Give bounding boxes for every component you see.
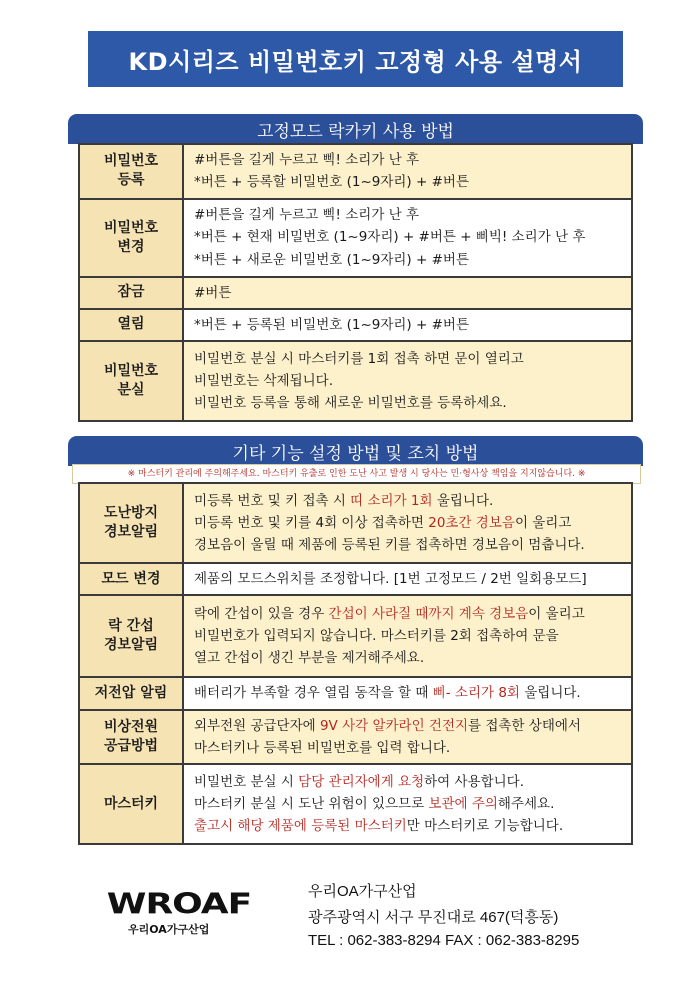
document-title: KD시리즈 비밀번호키 고정형 사용 설명서 xyxy=(88,31,623,87)
section2-header: 기타 기능 설정 방법 및 조치 방법 xyxy=(68,436,643,466)
highlight-text: 9V 사각 알카라인 건전지 xyxy=(319,717,469,734)
body-text: 열고 간섭이 생긴 부분을 제거해주세요. xyxy=(194,650,425,667)
section2-table xyxy=(78,482,633,845)
body-text: 락에 간섭이 있을 경우 xyxy=(194,605,329,622)
body-text: 미등록 번호 및 키를 4회 이상 접촉하면 xyxy=(194,514,429,531)
table-row xyxy=(79,483,632,563)
content-line xyxy=(194,568,621,590)
content-line xyxy=(194,793,621,815)
table-row xyxy=(79,341,632,421)
content-line xyxy=(194,512,621,534)
row-label: 마스터키 xyxy=(79,764,183,844)
row-content: 비밀번호 분실 시 마스터키를 1회 접촉 하면 문이 열리고 비밀번호는 삭제됩니다. 비밀번호 등록을 통해 새로운 비밀번호를 등록하세요. xyxy=(183,341,632,421)
body-text: 마스터키 분실 시 도난 위험이 있으므로 xyxy=(194,795,429,812)
highlight-text: 출고시 해당 제품에 등록된 마스터키 xyxy=(194,818,407,835)
highlight-text: 20초간 경보음 xyxy=(428,514,515,531)
row-content: #버튼 xyxy=(183,277,632,309)
body-text: 해주세요. xyxy=(497,795,555,812)
row-content: #버튼을 길게 누르고 삑! 소리가 난 후 *버튼 + 현재 비밀번호 (1~9자리) + #버튼 + 삐빅! 소리가 난 후 *버튼 + 새로운 비밀번호 (1~9자리) + #버튼 xyxy=(183,199,632,277)
content-line xyxy=(194,815,621,837)
company-address: 광주광역시 서구 무진대로 467(덕흥동) xyxy=(308,909,559,926)
body-text: 외부전원 공급단자에 xyxy=(194,717,320,734)
content-line xyxy=(194,490,621,512)
row-content xyxy=(183,483,632,563)
row-label: 열림 xyxy=(79,309,183,341)
content-line xyxy=(194,647,621,669)
table-row xyxy=(79,277,632,309)
row-label: 비밀번호 분실 xyxy=(79,341,183,421)
company-contact: TEL : 062-383-8294 FAX : 062-383-8295 xyxy=(308,932,580,949)
master-key-notice: ※ 마스터키 관리에 주의해주세요. 마스터키 유출로 인한 도난 사고 발생 시 당사는 민·형사상 책임을 지지않습니다. ※ xyxy=(72,464,641,484)
body-text: 이 울리고 xyxy=(528,605,585,622)
table-row xyxy=(79,144,632,199)
content-line xyxy=(194,625,621,647)
body-text: 를 접촉한 상태에서 xyxy=(468,717,581,734)
row-label: 비밀번호 변경 xyxy=(79,199,183,277)
table-row xyxy=(79,309,632,341)
row-content xyxy=(183,563,632,595)
highlight-text: 보관에 주의 xyxy=(428,795,498,812)
row-content xyxy=(183,710,632,765)
company-name: 우리OA가구산업 xyxy=(308,883,417,900)
row-label: 락 간섭 경보알림 xyxy=(79,595,183,677)
body-text: 울립니다. xyxy=(519,685,581,702)
body-text: 이 울리고 xyxy=(514,514,572,531)
row-label: 비상전원 공급방법 xyxy=(79,710,183,765)
content-line xyxy=(194,771,621,793)
row-label: 잠금 xyxy=(79,277,183,309)
table-row xyxy=(79,764,632,844)
body-text: 제품의 모드스위치를 조정합니다. [1번 고정모드 / 2번 일회용모드] xyxy=(194,571,587,587)
highlight-text: 띠 소리가 1회 xyxy=(350,492,433,509)
row-content xyxy=(183,595,632,677)
table-row xyxy=(79,199,632,277)
content-line xyxy=(194,682,621,704)
table-row xyxy=(79,677,632,709)
logo-wordmark: WROAF xyxy=(106,887,252,921)
row-label: 비밀번호 등록 xyxy=(79,144,183,199)
row-label: 모드 변경 xyxy=(79,563,183,595)
body-text: 울립니다. xyxy=(432,492,494,509)
body-text: 마스터키나 등록된 비밀번호를 입력 합니다. xyxy=(194,739,451,756)
content-line xyxy=(194,737,621,759)
section1-header: 고정모드 락카키 사용 방법 xyxy=(68,114,643,144)
logo-subtitle: 우리OA가구산업 xyxy=(128,923,210,936)
section1-table xyxy=(78,143,633,422)
highlight-text: 삐- 소리가 8회 xyxy=(432,685,520,702)
row-content xyxy=(183,764,632,844)
highlight-text: 간섭이 사라질 때까지 계속 경보음 xyxy=(328,605,529,622)
body-text: 비밀번호 분실 시 xyxy=(194,773,299,790)
table-row xyxy=(79,563,632,595)
table-row xyxy=(79,595,632,677)
body-text: 하여 사용합니다. xyxy=(424,773,524,790)
table-row xyxy=(79,710,632,765)
body-text: 경보음이 울릴 때 제품에 등록된 키를 접촉하면 경보음이 멈춥니다. xyxy=(194,537,585,554)
row-label: 도난방지 경보알림 xyxy=(79,483,183,563)
row-content: *버튼 + 등록된 비밀번호 (1~9자리) + #버튼 xyxy=(183,309,632,341)
body-text: 비밀번호가 입력되지 않습니다. 마스터키를 2회 접촉하여 문을 xyxy=(194,628,559,645)
content-line xyxy=(194,715,621,737)
row-content: #버튼을 길게 누르고 삑! 소리가 난 후 *버튼 + 등록할 비밀번호 (1~9자리) + #버튼 xyxy=(183,144,632,199)
row-content xyxy=(183,677,632,709)
content-line xyxy=(194,603,621,625)
row-label: 저전압 알림 xyxy=(79,677,183,709)
content-line xyxy=(194,534,621,556)
body-text: 미등록 번호 및 키 접촉 시 xyxy=(194,492,351,509)
body-text: 배터리가 부족할 경우 열림 동작을 할 때 xyxy=(194,685,433,702)
highlight-text: 담당 관리자에게 요청 xyxy=(298,773,425,790)
body-text: 만 마스터키로 기능합니다. xyxy=(406,818,564,835)
